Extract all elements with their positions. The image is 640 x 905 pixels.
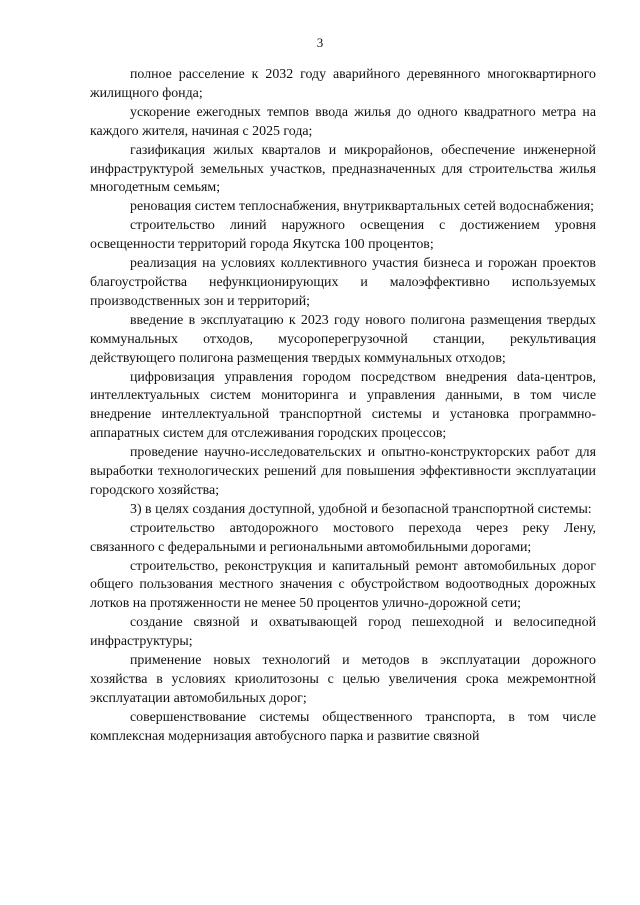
section-heading-paragraph: 3) в целях создания доступной, удобной и безопасной транспортной системы: <box>130 501 592 517</box>
paragraph: совершенствование системы общественного транспорта, в том числе комплексная модернизация автобусного парка и развитие связной <box>90 709 596 744</box>
paragraph: ускорение ежегодных темпов ввода жилья до одного квадратного метра на каждого жителя, начиная с 2025 года; <box>90 104 596 139</box>
paragraph: проведение научно-исследовательских и опытно-конструкторских работ для выработки технологических решений для повышения эффективности эксплуатации городского хозяйства; <box>90 445 596 498</box>
page-number: 3 <box>316 35 324 50</box>
document-body <box>90 66 596 747</box>
paragraph: создание связной и охватывающей город пешеходной и велосипедной инфраструктуры; <box>90 615 596 650</box>
paragraph: применение новых технологий и методов в эксплуатации дорожного хозяйства в условиях криолитозоны с целью увеличения срока межремонтной эксплуатации автомобильных дорог; <box>90 653 596 706</box>
paragraph: цифровизация управления городом посредством внедрения data-центров, интеллектуальных систем мониторинга и управления данными, в том числе внедрение интеллектуальной транспортной системы и установка программно-аппаратных систем для отслеживания городских процессов; <box>90 369 596 442</box>
paragraph: реновация систем теплоснабжения, внутриквартальных сетей водоснабжения; <box>130 199 594 215</box>
paragraph: строительство автодорожного мостового перехода через реку Лену, связанного с федеральными и региональными автомобильными дорогами; <box>90 520 596 555</box>
paragraph: реализация на условиях коллективного участия бизнеса и горожан проектов благоустройства нефункционирующих и малоэффективно используемых производственных зон и территорий; <box>90 256 596 309</box>
paragraph: строительство, реконструкция и капитальный ремонт автомобильных дорог общего пользования местного значения с обустройством водоотводных дорожных лотков на протяженности не менее 50 процентов улично-дорожной сети; <box>90 558 596 612</box>
paragraph: введение в эксплуатацию к 2023 году нового полигона размещения твердых коммунальных отходов, мусороперегрузочной станции, рекультивация действующего полигона размещения твердых коммунальных отходов; <box>90 312 596 366</box>
paragraph: полное расселение к 2032 году аварийного деревянного многоквартирного жилищного фонда; <box>90 67 596 101</box>
paragraph: газификация жилых кварталов и микрорайонов, обеспечение инженерной инфраструктурой земельных участков, предназначенных для строительства жилья многодетным семьям; <box>90 142 596 196</box>
paragraph: строительство линий наружного освещения с достижением уровня освещенности территорий города Якутска 100 процентов; <box>90 218 596 253</box>
